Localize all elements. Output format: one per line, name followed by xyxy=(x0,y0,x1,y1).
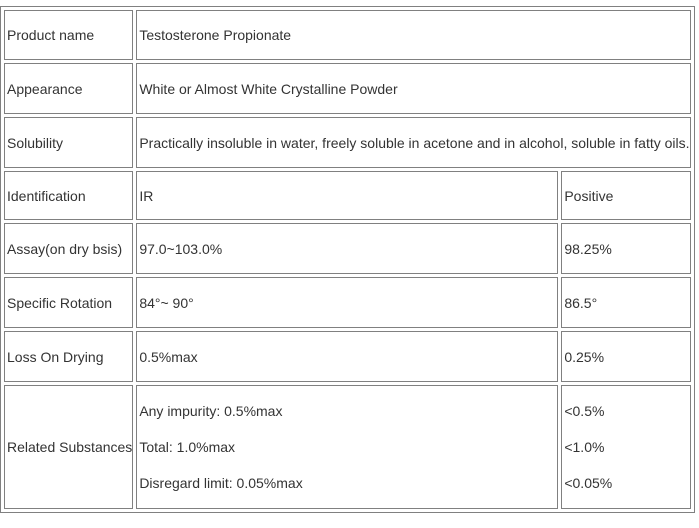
row-result: 0.25% xyxy=(561,331,690,382)
row-result: 86.5° xyxy=(561,277,690,328)
table-row xyxy=(4,171,691,220)
row-label: Assay(on dry bsis) xyxy=(4,223,133,274)
row-result-list xyxy=(561,385,690,509)
row-value: White or Almost White Crystalline Powder xyxy=(136,63,690,114)
related-spec: Any impurity: 0.5%max xyxy=(139,403,283,419)
specification-table xyxy=(0,6,695,513)
row-spec: 97.0~103.0% xyxy=(136,223,558,274)
row-label: Solubility xyxy=(4,117,133,168)
table-row xyxy=(4,117,691,168)
table-row xyxy=(4,10,691,60)
row-label: Identification xyxy=(4,171,133,220)
related-spec: Disregard limit: 0.05%max xyxy=(139,475,303,491)
row-label: Related Substances xyxy=(4,385,133,509)
row-label: Appearance xyxy=(4,63,133,114)
row-spec: 0.5%max xyxy=(136,331,558,382)
row-result: 98.25% xyxy=(561,223,690,274)
table-row xyxy=(4,277,691,328)
table-row xyxy=(4,63,691,114)
row-label: Loss On Drying xyxy=(4,331,133,382)
row-value: Testosterone Propionate xyxy=(136,10,690,60)
row-spec: IR xyxy=(136,171,558,220)
table-row xyxy=(4,223,691,274)
related-result: <1.0% xyxy=(564,439,605,455)
related-spec: Total: 1.0%max xyxy=(139,439,236,455)
row-label: Product name xyxy=(4,10,133,60)
table-row xyxy=(4,331,691,382)
row-value: Practically insoluble in water, freely soluble in acetone and in alcohol, soluble in fatty oils. xyxy=(136,117,690,168)
table-row xyxy=(4,385,691,509)
row-result: Positive xyxy=(561,171,690,220)
row-spec-list xyxy=(136,385,558,509)
row-label: Specific Rotation xyxy=(4,277,133,328)
row-spec: 84°~ 90° xyxy=(136,277,558,328)
related-result: <0.05% xyxy=(564,475,613,491)
related-result: <0.5% xyxy=(564,403,605,419)
